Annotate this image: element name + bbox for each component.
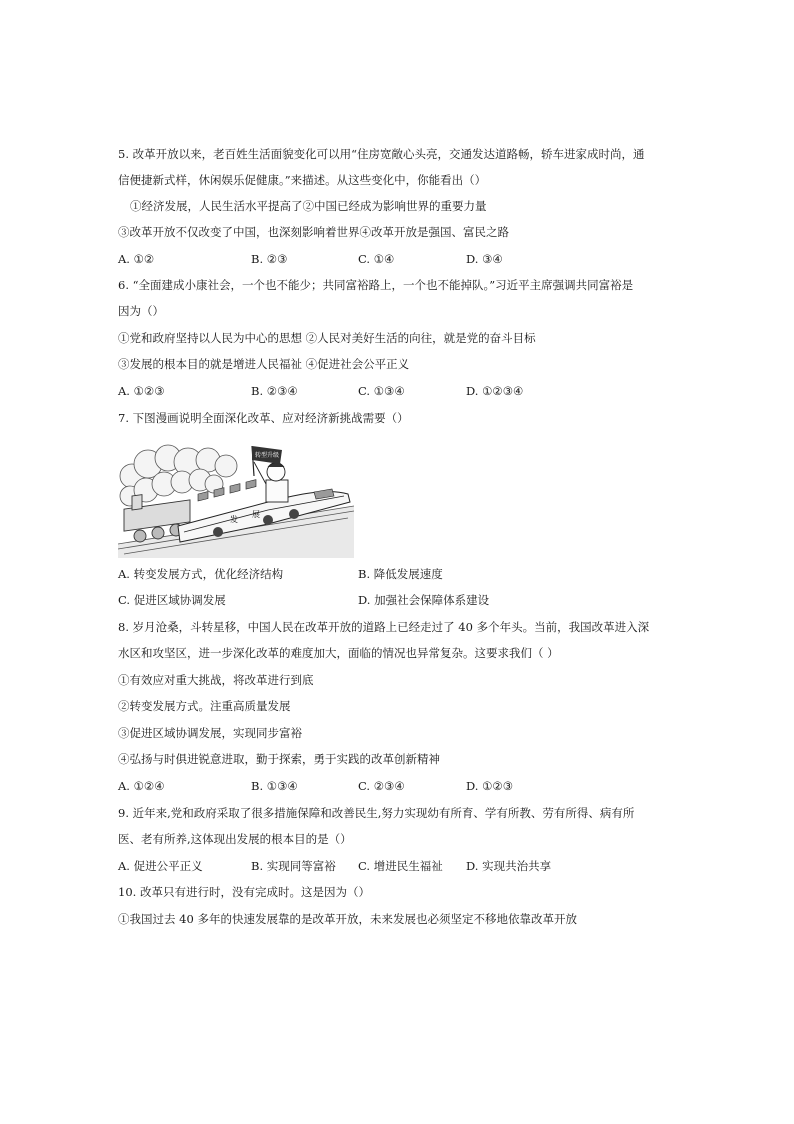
q9-option-c: C. 增进民生福祉 [358,859,443,873]
q9-option-a: A. 促进公平正义 [118,859,203,873]
q9-option-b: B. 实现同等富裕 [251,859,336,873]
q6-option-c: C. ①③④ [358,384,405,398]
q7-cartoon-car-text-1: 发 [230,515,238,524]
q8-statement-3: ③促进区域协调发展，实现同步富裕 [118,726,302,740]
q8-option-a: A. ①②④ [118,779,165,793]
q6-option-b: B. ②③④ [251,384,298,398]
q8-option-c: C. ②③④ [358,779,405,793]
q7-option-d: D. 加强社会保障体系建设 [358,593,490,607]
q8-stem-line-2: 水区和攻坚区，进一步深化改革的难度加大，面临的情况也异常复杂。这要求我们（ ） [118,646,559,660]
q5-option-d: D. ③④ [466,252,503,266]
q8-statement-2: ②转变发展方式。注重高质量发展 [118,699,291,713]
q8-statement-1: ①有效应对重大挑战，将改革进行到底 [118,673,314,687]
q5-option-b: B. ②③ [251,252,288,266]
q7-option-c: C. 促进区域协调发展 [118,593,226,607]
q6-statement-2: ③发展的根本目的就是增进人民福祉 ④促进社会公平正义 [118,357,410,371]
q7-option-a: A. 转变发展方式，优化经济结构 [118,567,284,581]
q7-stem-line-1: 7. 下图漫画说明全面深化改革、应对经济新挑战需要（） [118,411,409,425]
q8-option-b: B. ①③④ [251,779,298,793]
q9-stem-line-1: 9. 近年来,党和政府采取了很多措施保障和改善民生,努力实现幼有所育、学有所教、劳有所得、病有所 [118,806,635,820]
q8-stem-line-1: 8. 岁月沧桑，斗转星移，中国人民在改革开放的道路上已经走过了 40 多个年头。当前，我国改革进入深 [118,620,650,634]
q7-cartoon-car-text-2: 展 [252,510,260,519]
q10-stem-line-1: 10. 改革只有进行时，没有完成时。这是因为（） [118,885,370,899]
q8-statement-4: ④弘扬与时俱进锐意进取，勤于探索，勇于实践的改革创新精神 [118,752,440,766]
q5-stem-line-2: 信便捷新式样，休闲娱乐促健康。”来描述。从这些变化中，你能看出（） [118,173,487,187]
q7-cartoon-flag-text: 转型升级 [255,452,280,459]
q6-stem-line-1: 6. “全面建成小康社会，一个也不能少；共同富裕路上，一个也不能掉队。”习近平主席强调共同富裕是 [118,278,634,292]
q9-stem-line-2: 医、老有所养,这体现出发展的根本目的是（） [118,832,352,846]
q6-option-d: D. ①②③④ [466,384,524,398]
q5-statement-1: ①经济发展，人民生活水平提高了②中国已经成为影响世界的重要力量 [130,199,487,213]
q7-cartoon-high-speed-train [118,440,354,558]
q7-option-b: B. 降低发展速度 [358,567,443,581]
q5-option-a: A. ①② [118,252,155,266]
q5-option-c: C. ①④ [358,252,395,266]
q6-option-a: A. ①②③ [118,384,165,398]
q9-option-d: D. 实现共治共享 [466,859,552,873]
q6-stem-line-2: 因为（） [118,304,164,318]
q8-option-d: D. ①②③ [466,779,514,793]
q10-statement-1: ①我国过去 40 多年的快速发展靠的是改革开放，未来发展也必须坚定不移地依靠改革开放 [118,912,577,926]
q5-statement-2: ③改革开放不仅改变了中国，也深刻影响着世界④改革开放是强国、富民之路 [118,225,509,239]
q5-stem-line-1: 5. 改革开放以来，老百姓生活面貌变化可以用“住房宽敞心头亮，交通发达道路畅，轿车进家成时尚，通 [118,147,645,161]
q6-statement-1: ①党和政府坚持以人民为中心的思想 ②人民对美好生活的向往，就是党的奋斗目标 [118,331,536,345]
